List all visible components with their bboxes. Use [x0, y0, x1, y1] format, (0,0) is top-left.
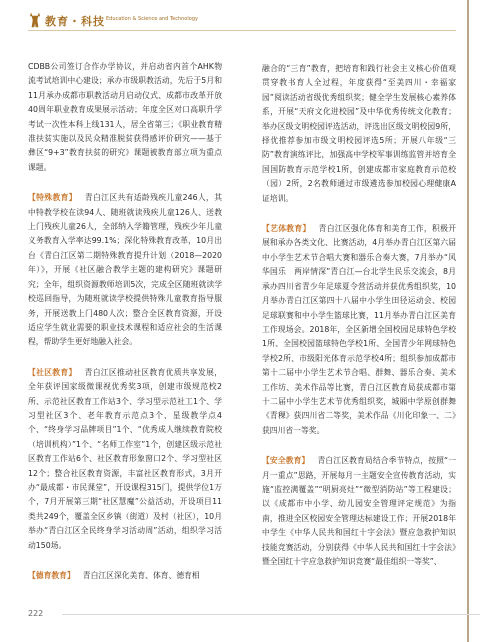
section-tag: 【社区教育】: [28, 367, 77, 377]
page-edge-rule: [467, 0, 469, 642]
paragraph-text: 青白江区强化体育和美育工作，积极开展和承办各类文化、比赛活动，4月举办青白江区第六届中小学生艺术节合唱大赛和器乐合奏大赛，7月举办“风华国乐 两岸情深”青白江—台北学生民乐交流会，8月承办四川省青少年足球夏令营活动并获优秀组织奖，10月举办青白江区第四十八届中小学生田径运动会、校园足球联赛和中小学生篮球比赛，11月举办青白江区美育工作现场会。2018年，全区新增全国校园足球特色学校1所、全国校园篮球特色学校1所、全国青少年网球特色学校2所、市级阳光体育示范学校4所；组织参加成都市第十二届中小学生艺术节合唱、群舞、器乐合奏、美术工作坊、美术作品等比赛，青白江区教育局获成都市第十二届中小学生艺术节优秀组织奖，城厢中学原创群舞《青稞》获四川省二等奖，美术作品《川化印象一、二》获四川省一等奖。: [262, 224, 457, 435]
paragraph-special-education: [28, 191, 222, 349]
section-tag: 【艺体教育】: [262, 224, 311, 234]
paragraph-moral-education: [28, 569, 222, 583]
left-column: [28, 60, 222, 583]
section-tag: 【德育教育】: [28, 571, 75, 580]
paragraph-text: CDBB公司签订合作办学协议，并启动省内首个AHK物流考试培训中心建设；承办市级职教活动，先后于5月和11月承办成都市职教活动月启动仪式、成都市改革开放40周年职业教育成果展示活动；年度全区对口高职升学考试一次性本科上线131人，居全省第三；《职业教育精准扶贫实施以及民众精准脱贫获得感评价研究——基于彝区“9+3”教育扶贫的研究》课题被教育部立项为重点课题。: [28, 62, 222, 172]
paragraph: [262, 62, 456, 206]
page-number: 222: [28, 609, 44, 618]
paragraph-arts-sports: [262, 222, 456, 438]
section-tag: 【安全教育】: [262, 456, 310, 466]
page-header: [28, 10, 456, 32]
paragraph-text: 青白江区共有适龄残疾儿童246人，其中特教学校在读94人、随班就读残疾儿童126人、送教上门残疾儿童26人，全部纳入学籍管理，残疾少年儿童义务教育入学率达99.1%；深化特殊教育改革，10月出台《青白江区第二期特殊教育提升计划（2018—2020年）》，开展《社区融合教学主题的建构研究》课题研究；全年，组织资源教师培训5次，完成全区随班就读学校巡回指导，为随班就读学校提供特殊儿童教育指导服务，开展送教上门480人次；整合全区教育资源，开设适应学生就业需要的职业技术课程和适应社会的生活课程，帮助学生更好地融入社会。: [28, 193, 222, 347]
section-brand-english: Education & Science and Technology: [106, 16, 198, 22]
deer-logo-icon: [28, 12, 42, 28]
footer-rule: [62, 614, 480, 615]
section-brand: 教育・科技: [45, 15, 105, 28]
paragraph-text: 融合的“三育”教育，把培育和践行社会主义核心价值观贯穿教书育人全过程，年度获得“至美四川・幸福家园”阅读活动省级优秀组织奖；健全学生发展核心素养体系，开展“天府文化进校园”及中华优秀传统文化教育；举办区级文明校园评选活动，评选出区级文明校园9所，择优推荐参加市级文明校园评选5所；开展八年级“三防”教育演练评比，加强高中学校军事训练监管并培育全国国防教育示范学校1所，创建成都市家庭教育示范校（园）2所，2名教师通过市级遴选参加校园心理健康A证培训。: [262, 64, 456, 203]
paragraph-text: 青白江区教育局结合季节特点，按照“一月一重点”思路，开展每月一主题安全宣传教育活动，实施“监控满覆盖”“明厨亮灶”“微型消防站”等工程建设；以《成都市中小学、幼儿园安全管理评定规范》为指南，推进全区校园安全管理达标建设工作；开展2018年中学生《中华人民共和国红十字会法》暨应急救护知识技能竞赛活动，分别获得《中华人民共和国红十字会法》暨全国红十字应急救护知识竞赛“最佳组织一等奖”、: [262, 456, 456, 566]
header-rule: [28, 30, 456, 31]
paragraph: [28, 60, 222, 175]
section-tag: 【特殊教育】: [28, 193, 77, 203]
right-column: [262, 62, 456, 569]
paragraph-community-education: [28, 366, 222, 553]
paragraph-text: 青白江区推动社区教育优质共享发展，全年获评国家级微课视优秀奖3项，创建市级规范校2所、示范社区教育工作站3个、学习型示范社工1个、学习型社区3个、老年教育示范点3个、星级教学点4个、“终身学习品牌项目”1个、“优秀成人继续教育院校（培训机构）”1个、“名师工作室”1个，创建区级示范社区教育工作站6个、社区教育形象窗口2个、学习型社区12个；整合社区教育资源，丰富社区教育形式，3月开办“最成都・市民课堂”，开设课程315门，提供学位1万个，7月开展第三期“社区慧魔”公益活动，开设项目11类共249个，覆盖全区乡镇（街道）及村（社区），10月举办“青白江区全民终身学习活动周”活动，组织学习活动150场。: [28, 367, 223, 550]
paragraph-safety-education: [262, 454, 456, 569]
paragraph-text: 青白江区深化美育、体育、德育相: [82, 571, 200, 580]
